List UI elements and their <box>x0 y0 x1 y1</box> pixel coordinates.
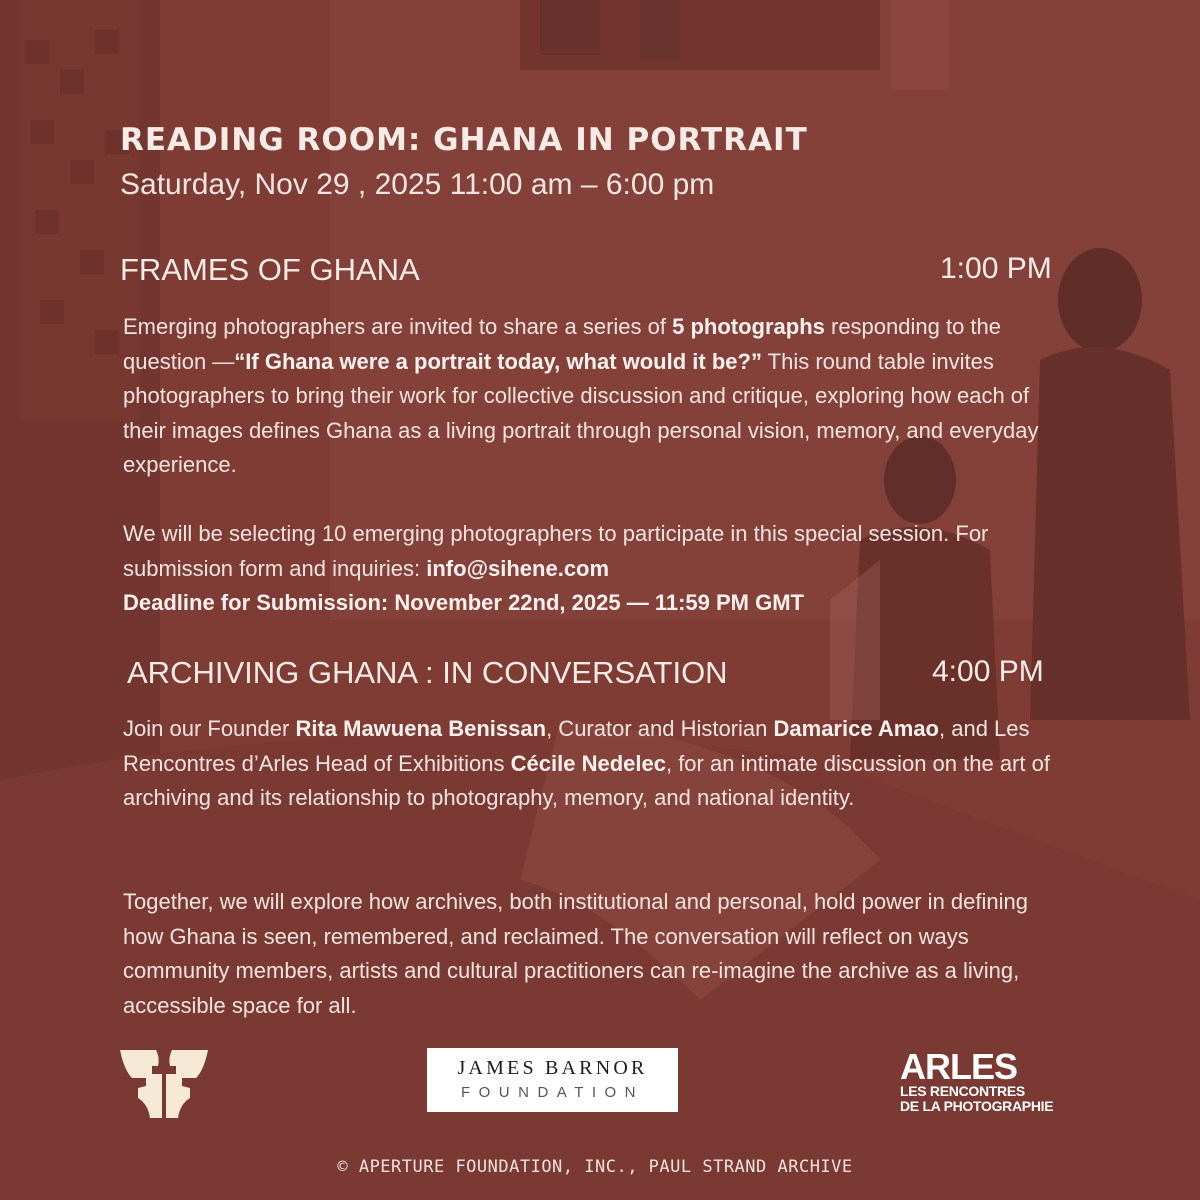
archiving-text: , for an intimate discussion on the art of archiving and its relationship to photography, memory, and national identity. <box>123 750 1050 810</box>
frames-description <box>123 310 1073 483</box>
arles-logo <box>900 1046 1090 1114</box>
speaker-name: Cécile Nedelec <box>510 750 666 776</box>
frames-text: responding to the question — <box>123 314 1002 374</box>
section-heading-archiving: ARCHIVING GHANA : IN CONVERSATION <box>127 655 728 690</box>
archiving-description <box>123 712 1073 816</box>
sihene-logo-icon <box>118 1048 210 1118</box>
james-barnor-foundation-logo <box>427 1048 678 1112</box>
speaker-name: Rita Mawuena Benissan <box>295 716 547 741</box>
barnor-logo-subtitle: FOUNDATION <box>460 1084 645 1101</box>
contact-email[interactable]: info@sihene.com <box>426 555 610 581</box>
photo-credit: © APERTURE FOUNDATION, INC., PAUL STRAND ARCHIVE <box>337 1157 853 1177</box>
frames-text: This round table invites photographers to bring their work for collective discussion and critique, exploring how each of their images defines Ghana as a living portrait through personal vision, memory, and everyday experience. <box>123 348 1039 477</box>
speaker-name: Damarice Amao <box>773 716 939 741</box>
arles-logo-line: LES RENCONTRES <box>900 1083 1025 1099</box>
archiving-text: , and Les Rencontres d’Arles Head of Exhibitions <box>123 716 1030 776</box>
event-date: Saturday, Nov 29 , 2025 11:00 am – 6:00 pm <box>120 168 715 201</box>
frames-text: Emerging photographers are invited to share a series of <box>123 314 673 339</box>
section-time-frames: 1:00 PM <box>940 252 1052 285</box>
arles-logo-wordmark: ARLES <box>900 1046 1018 1087</box>
page-title: READING ROOM: GHANA IN PORTRAIT <box>120 122 808 158</box>
section-heading-frames: FRAMES OF GHANA <box>120 252 420 287</box>
frames-highlight-count: 5 photographs <box>672 314 825 339</box>
archiving-conversation-text: Together, we will explore how archives, both institutional and personal, hold power in defining how Ghana is seen, remembered, and reclaimed. The conversation will reflect on ways community members, artists and cultural practitioners can re-imagine the archive as a living, accessible space for all. <box>123 889 1028 1018</box>
barnor-logo-name: JAMES BARNOR <box>457 1057 648 1079</box>
frames-submission-info <box>123 517 1073 621</box>
archiving-text: , Curator and Historian <box>546 716 774 741</box>
section-time-archiving: 4:00 PM <box>932 655 1044 688</box>
arles-logo-line: DE LA PHOTOGRAPHIE <box>900 1098 1054 1114</box>
archiving-text: Join our Founder <box>123 716 296 741</box>
submission-text: We will be selecting 10 emerging photographers to participate in this special session. For submission form and inquiries: <box>123 521 989 581</box>
submission-deadline: Deadline for Submission: November 22nd, 2025 — 11:59 PM GMT <box>123 590 804 615</box>
frames-question: “If Ghana were a portrait today, what would it be?” <box>234 348 762 374</box>
